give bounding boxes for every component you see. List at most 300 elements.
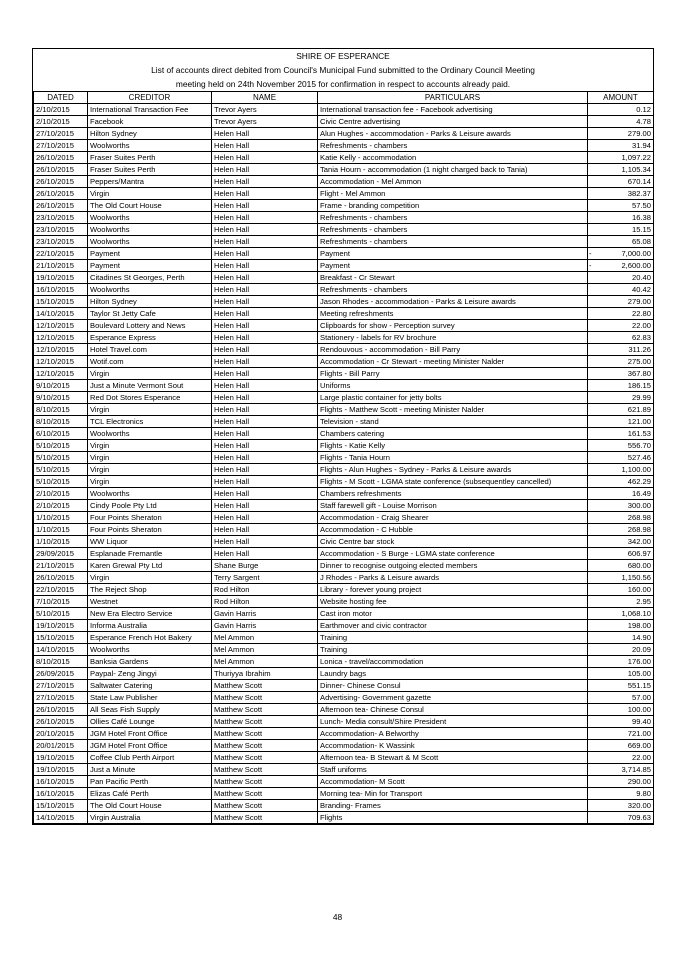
cell-name: Helen Hall — [212, 200, 318, 212]
cell-particulars: Advertising- Government gazette — [318, 692, 588, 704]
cell-particulars: Branding- Frames — [318, 800, 588, 812]
cell-creditor: Esperance Express — [88, 332, 212, 344]
column-header-name: NAME — [212, 92, 318, 104]
cell-date: 16/10/2015 — [34, 284, 88, 296]
cell-particulars: Refreshments - chambers — [318, 140, 588, 152]
cell-creditor: Saltwater Catering — [88, 680, 212, 692]
cell-name: Thuriyya Ibrahim — [212, 668, 318, 680]
amount-value: 3,714.85 — [621, 765, 651, 774]
cell-particulars: Payment — [318, 260, 588, 272]
cell-creditor: Fraser Suites Perth — [88, 152, 212, 164]
cell-amount — [588, 212, 654, 224]
cell-name: Helen Hall — [212, 416, 318, 428]
cell-amount — [588, 296, 654, 308]
table-row — [34, 248, 654, 260]
table-row — [34, 452, 654, 464]
table-row — [34, 368, 654, 380]
cell-creditor: Virgin — [88, 464, 212, 476]
cell-date: 26/09/2015 — [34, 668, 88, 680]
cell-creditor: Virgin — [88, 452, 212, 464]
cell-name: Helen Hall — [212, 248, 318, 260]
table-row — [34, 584, 654, 596]
page-number: 48 — [332, 912, 343, 922]
cell-creditor: Woolworths — [88, 236, 212, 248]
amount-value: 527.46 — [627, 453, 651, 462]
table-row — [34, 740, 654, 752]
cell-creditor: Woolworths — [88, 212, 212, 224]
amount-value: 621.89 — [627, 405, 651, 414]
cell-date: 15/10/2015 — [34, 296, 88, 308]
table-row — [34, 560, 654, 572]
cell-amount — [588, 764, 654, 776]
table-row — [34, 188, 654, 200]
amount-value: 300.00 — [627, 501, 651, 510]
cell-date: 12/10/2015 — [34, 332, 88, 344]
cell-amount — [588, 572, 654, 584]
cell-name: Matthew Scott — [212, 788, 318, 800]
amount-value: 721.00 — [627, 729, 651, 738]
cell-date: 8/10/2015 — [34, 404, 88, 416]
amount-value: 161.53 — [627, 429, 651, 438]
cell-name: Helen Hall — [212, 308, 318, 320]
cell-particulars: Television - stand — [318, 416, 588, 428]
cell-date: 19/10/2015 — [34, 764, 88, 776]
amount-value: 105.00 — [627, 669, 651, 678]
cell-name: Mel Ammon — [212, 632, 318, 644]
cell-name: Matthew Scott — [212, 680, 318, 692]
cell-amount — [588, 800, 654, 812]
cell-creditor: TCL Electronics — [88, 416, 212, 428]
cell-name: Helen Hall — [212, 356, 318, 368]
cell-name: Gavin Harris — [212, 620, 318, 632]
amount-value: 279.00 — [627, 129, 651, 138]
table-row — [34, 428, 654, 440]
cell-amount — [588, 632, 654, 644]
cell-date: 12/10/2015 — [34, 356, 88, 368]
table-row — [34, 512, 654, 524]
table-header-row — [34, 92, 654, 104]
cell-name: Helen Hall — [212, 128, 318, 140]
amount-value: 382.37 — [627, 189, 651, 198]
cell-date: 27/10/2015 — [34, 140, 88, 152]
cell-name: Matthew Scott — [212, 812, 318, 824]
table-row — [34, 116, 654, 128]
cell-particulars: Lonica - travel/accommodation — [318, 656, 588, 668]
cell-particulars: Lunch- Media consult/Shire President — [318, 716, 588, 728]
cell-amount — [588, 548, 654, 560]
cell-amount — [588, 752, 654, 764]
amount-value: 342.00 — [627, 537, 651, 546]
cell-date: 15/10/2015 — [34, 632, 88, 644]
cell-date: 16/10/2015 — [34, 788, 88, 800]
cell-name: Helen Hall — [212, 488, 318, 500]
cell-creditor: Payment — [88, 260, 212, 272]
cell-creditor: All Seas Fish Supply — [88, 704, 212, 716]
cell-particulars: Uniforms — [318, 380, 588, 392]
cell-particulars: Flights — [318, 812, 588, 824]
amount-value: 1,100.00 — [621, 465, 651, 474]
cell-name: Helen Hall — [212, 548, 318, 560]
cell-particulars: Website hosting fee — [318, 596, 588, 608]
cell-date: 26/10/2015 — [34, 152, 88, 164]
cell-creditor: Virgin — [88, 476, 212, 488]
cell-name: Helen Hall — [212, 284, 318, 296]
cell-amount — [588, 524, 654, 536]
amount-value: 99.40 — [631, 717, 651, 726]
cell-date: 20/10/2015 — [34, 728, 88, 740]
cell-date: 1/10/2015 — [34, 512, 88, 524]
table-row — [34, 704, 654, 716]
cell-particulars: Jason Rhodes - accommodation - Parks & Leisure awards — [318, 296, 588, 308]
amount-value: 606.97 — [627, 549, 651, 558]
cell-name: Helen Hall — [212, 236, 318, 248]
cell-amount — [588, 812, 654, 824]
amount-value: 29.99 — [631, 393, 651, 402]
cell-name: Matthew Scott — [212, 692, 318, 704]
cell-amount — [588, 788, 654, 800]
cell-creditor: Virgin — [88, 572, 212, 584]
cell-particulars: Civic Centre advertising — [318, 116, 588, 128]
cell-particulars: Large plastic container for jetty bolts — [318, 392, 588, 404]
table-row — [34, 200, 654, 212]
table-row — [34, 284, 654, 296]
amount-value: 290.00 — [627, 777, 651, 786]
amount-value: 709.63 — [627, 813, 651, 822]
table-row — [34, 644, 654, 656]
cell-particulars: Flight - Mel Ammon — [318, 188, 588, 200]
cell-date: 14/10/2015 — [34, 812, 88, 824]
cell-particulars: Flights - Matthew Scott - meeting Minister Nalder — [318, 404, 588, 416]
cell-date: 2/10/2015 — [34, 104, 88, 116]
table-row — [34, 416, 654, 428]
amount-value: 14.90 — [631, 633, 651, 642]
cell-creditor: Virgin — [88, 404, 212, 416]
cell-creditor: Hilton Sydney — [88, 296, 212, 308]
cell-creditor: Esplanade Fremantle — [88, 548, 212, 560]
cell-particulars: Afternoon tea- Chinese Consul — [318, 704, 588, 716]
cell-amount — [588, 344, 654, 356]
cell-date: 19/10/2015 — [34, 620, 88, 632]
cell-creditor: Informa Australia — [88, 620, 212, 632]
cell-name: Helen Hall — [212, 404, 318, 416]
cell-creditor: Four Points Sheraton — [88, 524, 212, 536]
cell-name: Rod Hilton — [212, 584, 318, 596]
cell-amount — [588, 416, 654, 428]
amount-value: 62.83 — [631, 333, 651, 342]
cell-creditor: WW Liquor — [88, 536, 212, 548]
cell-amount — [588, 728, 654, 740]
column-header-amount: AMOUNT — [588, 92, 654, 104]
cell-creditor: Karen Grewal Pty Ltd — [88, 560, 212, 572]
cell-date: 27/10/2015 — [34, 692, 88, 704]
amount-value: 16.49 — [631, 489, 651, 498]
cell-creditor: International Transaction Fee — [88, 104, 212, 116]
cell-amount — [588, 236, 654, 248]
amount-value: 556.70 — [627, 441, 651, 450]
cell-date: 9/10/2015 — [34, 392, 88, 404]
column-header-creditor: CREDITOR — [88, 92, 212, 104]
amount-value: 275.00 — [627, 357, 651, 366]
table-row — [34, 680, 654, 692]
amount-value: 320.00 — [627, 801, 651, 810]
cell-name: Helen Hall — [212, 272, 318, 284]
cell-date: 12/10/2015 — [34, 344, 88, 356]
table-row — [34, 488, 654, 500]
cell-creditor: Wotif.com — [88, 356, 212, 368]
cell-date: 6/10/2015 — [34, 428, 88, 440]
cell-particulars: Accommodation- M Scott — [318, 776, 588, 788]
cell-creditor: Peppers/Mantra — [88, 176, 212, 188]
cell-amount — [588, 596, 654, 608]
cell-date: 21/10/2015 — [34, 560, 88, 572]
cell-date: 8/10/2015 — [34, 416, 88, 428]
table-row — [34, 392, 654, 404]
cell-particulars: Dinner- Chinese Consul — [318, 680, 588, 692]
cell-date: 27/10/2015 — [34, 680, 88, 692]
cell-particulars: Meeting refreshments — [318, 308, 588, 320]
table-row — [34, 812, 654, 824]
cell-creditor: Cindy Poole Pty Ltd — [88, 500, 212, 512]
cell-amount — [588, 500, 654, 512]
cell-creditor: Paypal- Zeng Jingyi — [88, 668, 212, 680]
table-row — [34, 344, 654, 356]
table-row — [34, 440, 654, 452]
table-row — [34, 356, 654, 368]
cell-creditor: Woolworths — [88, 224, 212, 236]
org-title: SHIRE OF ESPERANCE — [296, 51, 390, 61]
amount-value: 16.38 — [631, 213, 651, 222]
cell-particulars: Refreshments - chambers — [318, 284, 588, 296]
cell-date: 19/10/2015 — [34, 272, 88, 284]
cell-name: Helen Hall — [212, 524, 318, 536]
cell-amount — [588, 560, 654, 572]
cell-particulars: Chambers catering — [318, 428, 588, 440]
amount-value: 1,068.10 — [621, 609, 651, 618]
table-row — [34, 464, 654, 476]
cell-name: Helen Hall — [212, 392, 318, 404]
cell-creditor: Facebook — [88, 116, 212, 128]
table-row — [34, 548, 654, 560]
table-row — [34, 632, 654, 644]
table-row — [34, 140, 654, 152]
cell-particulars: Library - forever young project — [318, 584, 588, 596]
amount-value: 20.09 — [631, 645, 651, 654]
table-row — [34, 596, 654, 608]
cell-name: Matthew Scott — [212, 716, 318, 728]
amount-value: 669.00 — [627, 741, 651, 750]
cell-particulars: Rendouvous - accommodation - Bill Parry — [318, 344, 588, 356]
cell-name: Matthew Scott — [212, 704, 318, 716]
amount-value: 4.78 — [636, 117, 651, 126]
cell-particulars: Refreshments - chambers — [318, 212, 588, 224]
negative-sign: - — [589, 261, 592, 270]
cell-particulars: Refreshments - chambers — [318, 236, 588, 248]
cell-amount — [588, 584, 654, 596]
cell-creditor: Virgin — [88, 188, 212, 200]
table-row — [34, 332, 654, 344]
report-description-line-1: List of accounts direct debited from Council's Municipal Fund submitted to the Ordinary Council Meeting — [151, 65, 535, 75]
cell-name: Helen Hall — [212, 176, 318, 188]
cell-date: 8/10/2015 — [34, 656, 88, 668]
cell-name: Helen Hall — [212, 440, 318, 452]
table-row — [34, 752, 654, 764]
amount-value: 198.00 — [627, 621, 651, 630]
cell-name: Helen Hall — [212, 332, 318, 344]
cell-name: Helen Hall — [212, 344, 318, 356]
cell-amount — [588, 140, 654, 152]
cell-particulars: Staff farewell gift - Louise Morrison — [318, 500, 588, 512]
cell-creditor: JGM Hotel Front Office — [88, 740, 212, 752]
amount-value: 20.40 — [631, 273, 651, 282]
cell-creditor: Woolworths — [88, 488, 212, 500]
cell-particulars: Accommodation - Mel Ammon — [318, 176, 588, 188]
cell-creditor: New Era Electro Service — [88, 608, 212, 620]
amount-value: 22.00 — [631, 321, 651, 330]
cell-particulars: Flights - Alun Hughes - Sydney - Parks & Leisure awards — [318, 464, 588, 476]
table-row — [34, 764, 654, 776]
cell-particulars: Civic Centre bar stock — [318, 536, 588, 548]
cell-name: Shane Burge — [212, 560, 318, 572]
cell-date: 1/10/2015 — [34, 524, 88, 536]
table-row — [34, 224, 654, 236]
cell-name: Helen Hall — [212, 476, 318, 488]
cell-amount — [588, 488, 654, 500]
cell-creditor: Elizas Café Perth — [88, 788, 212, 800]
cell-particulars: Training — [318, 644, 588, 656]
cell-name: Helen Hall — [212, 380, 318, 392]
cell-amount — [588, 452, 654, 464]
negative-sign: - — [589, 249, 592, 258]
cell-amount — [588, 704, 654, 716]
table-row — [34, 164, 654, 176]
amount-value: 100.00 — [627, 705, 651, 714]
table-row — [34, 788, 654, 800]
cell-date: 26/10/2015 — [34, 716, 88, 728]
amount-value: 57.00 — [631, 693, 651, 702]
cell-creditor: Coffee Club Perth Airport — [88, 752, 212, 764]
column-header-particulars: PARTICULARS — [318, 92, 588, 104]
cell-creditor: Woolworths — [88, 284, 212, 296]
cell-amount — [588, 356, 654, 368]
amount-value: 551.15 — [627, 681, 651, 690]
cell-creditor: Woolworths — [88, 428, 212, 440]
table-row — [34, 716, 654, 728]
table-row — [34, 404, 654, 416]
cell-date: 2/10/2015 — [34, 500, 88, 512]
cell-amount — [588, 272, 654, 284]
cell-name: Helen Hall — [212, 212, 318, 224]
amount-value: 279.00 — [627, 297, 651, 306]
cell-date: 1/10/2015 — [34, 536, 88, 548]
cell-creditor: Virgin — [88, 440, 212, 452]
table-row — [34, 500, 654, 512]
cell-particulars: Alun Hughes - accommodation - Parks & Leisure awards — [318, 128, 588, 140]
cell-amount — [588, 188, 654, 200]
cell-creditor: Fraser Suites Perth — [88, 164, 212, 176]
cell-particulars: Frame - branding competition — [318, 200, 588, 212]
amount-value: 7,000.00 — [621, 249, 651, 258]
cell-particulars: Breakfast - Cr Stewart — [318, 272, 588, 284]
cell-creditor: Just a Minute — [88, 764, 212, 776]
cell-creditor: State Law Publisher — [88, 692, 212, 704]
cell-date: 2/10/2015 — [34, 488, 88, 500]
cell-date: 23/10/2015 — [34, 212, 88, 224]
cell-date: 7/10/2015 — [34, 596, 88, 608]
cell-amount — [588, 224, 654, 236]
cell-date: 26/10/2015 — [34, 164, 88, 176]
cell-particulars: Tania Hourn - accommodation (1 night charged back to Tania) — [318, 164, 588, 176]
table-row — [34, 692, 654, 704]
cell-name: Helen Hall — [212, 536, 318, 548]
cell-creditor: Hilton Sydney — [88, 128, 212, 140]
table-row — [34, 308, 654, 320]
cell-amount — [588, 608, 654, 620]
cell-name: Rod Hilton — [212, 596, 318, 608]
cell-amount — [588, 260, 654, 272]
cell-amount — [588, 668, 654, 680]
cell-name: Helen Hall — [212, 188, 318, 200]
cell-creditor: Esperance French Hot Bakery — [88, 632, 212, 644]
table-row — [34, 524, 654, 536]
cell-particulars: Flights - Bill Parry — [318, 368, 588, 380]
cell-name: Helen Hall — [212, 500, 318, 512]
table-row — [34, 128, 654, 140]
cell-particulars: Cast iron motor — [318, 608, 588, 620]
cell-name: Matthew Scott — [212, 764, 318, 776]
cell-name: Helen Hall — [212, 428, 318, 440]
table-row — [34, 536, 654, 548]
amount-value: 9.80 — [636, 789, 651, 798]
cell-particulars: Accommodation - Cr Stewart - meeting Minister Nalder — [318, 356, 588, 368]
amount-value: 176.00 — [627, 657, 651, 666]
cell-particulars: Flights - Katie Kelly — [318, 440, 588, 452]
cell-name: Helen Hall — [212, 140, 318, 152]
cell-amount — [588, 656, 654, 668]
cell-name: Trevor Ayers — [212, 116, 318, 128]
cell-amount — [588, 512, 654, 524]
amount-value: 65.08 — [631, 237, 651, 246]
cell-particulars: Morning tea- Min for Transport — [318, 788, 588, 800]
cell-date: 12/10/2015 — [34, 320, 88, 332]
table-row — [34, 776, 654, 788]
cell-amount — [588, 536, 654, 548]
table-row — [34, 104, 654, 116]
table-row — [34, 800, 654, 812]
cell-particulars: Flights - Tania Hourn — [318, 452, 588, 464]
cell-date: 5/10/2015 — [34, 608, 88, 620]
amount-value: 160.00 — [627, 585, 651, 594]
cell-name: Matthew Scott — [212, 776, 318, 788]
cell-name: Helen Hall — [212, 260, 318, 272]
cell-amount — [588, 284, 654, 296]
cell-amount — [588, 116, 654, 128]
cell-particulars: Laundry bags — [318, 668, 588, 680]
cell-creditor: Pan Pacific Perth — [88, 776, 212, 788]
table-row — [34, 212, 654, 224]
cell-amount — [588, 368, 654, 380]
cell-name: Helen Hall — [212, 512, 318, 524]
table-row — [34, 572, 654, 584]
cell-particulars: Accommodation- K Wassink — [318, 740, 588, 752]
table-row — [34, 236, 654, 248]
cell-date: 26/10/2015 — [34, 176, 88, 188]
table-row — [34, 620, 654, 632]
cell-particulars: Earthmover and civic contractor — [318, 620, 588, 632]
cell-amount — [588, 176, 654, 188]
cell-particulars: Accommodation- A Belworthy — [318, 728, 588, 740]
cell-amount — [588, 692, 654, 704]
cell-particulars: International transaction fee - Facebook advertising — [318, 104, 588, 116]
